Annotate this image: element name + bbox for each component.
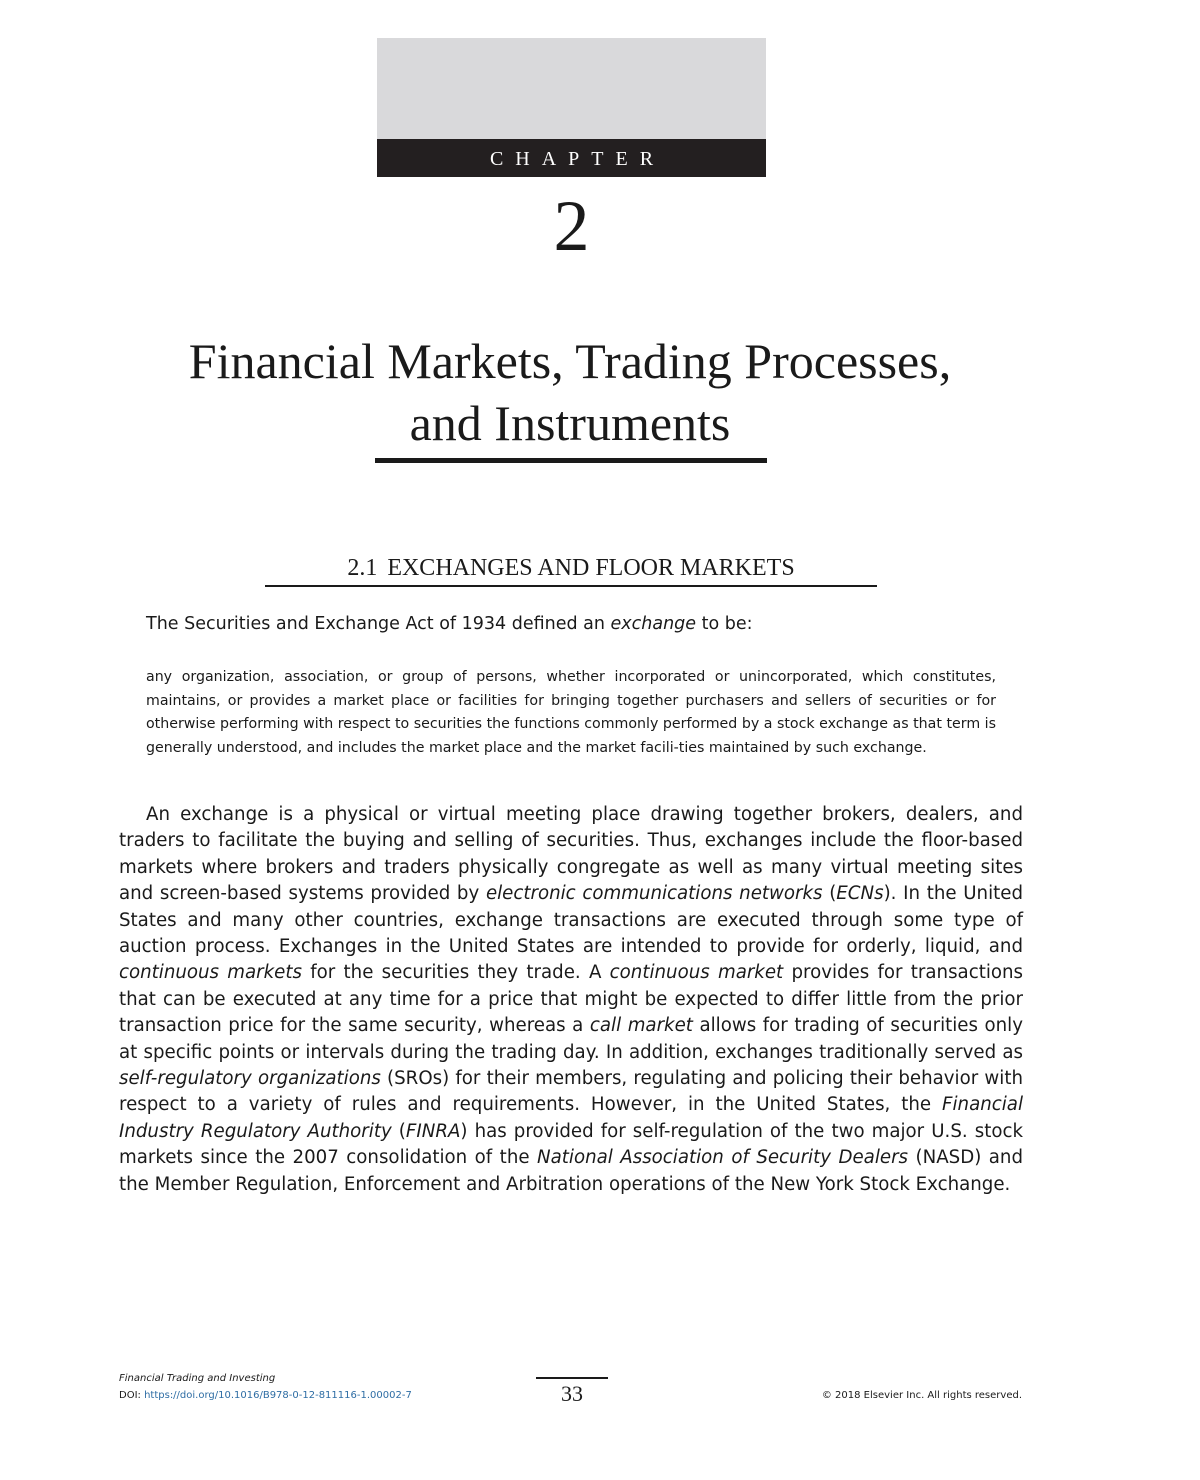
- body-text-7: (SROs) for their members, regulating and policing their behavior with respect to a variety of rules and requirements. However, in the United States, the: [119, 1068, 1023, 1116]
- chapter-label: CHAPTER: [377, 139, 766, 177]
- body-text-4: for the securities they trade. A: [301, 962, 610, 984]
- body-text-8: (: [391, 1120, 406, 1142]
- body-text-2: (: [822, 883, 837, 905]
- section-title: EXCHANGES AND FLOOR MARKETS: [387, 555, 795, 581]
- page-number-rule: [536, 1377, 608, 1379]
- doi-link[interactable]: https://doi.org/10.1016/B978-0-12-811116-1.00002-7: [144, 1390, 412, 1401]
- section-rule: [265, 585, 877, 587]
- body-text-6: allows for trading of securities only at specific points or intervals during the trading day. In addition, exchanges traditionally served as: [119, 1015, 1023, 1063]
- intro-term: exchange: [610, 614, 697, 634]
- section-heading: [265, 553, 877, 583]
- chapter-title: [100, 330, 1040, 454]
- footer-doi: [119, 1387, 412, 1404]
- doi-label: DOI:: [119, 1390, 145, 1401]
- body-emphasis-3: continuous markets: [119, 962, 302, 984]
- footer-book-title: Financial Trading and Investing: [119, 1373, 276, 1384]
- title-rule: [375, 458, 767, 463]
- body-emphasis-6: self-regulatory organizations: [119, 1068, 381, 1090]
- footer-citation: [119, 1370, 412, 1404]
- body-emphasis-1: electronic communications networks: [485, 883, 823, 905]
- footer-copyright: © 2018 Elsevier Inc. All rights reserved.: [821, 1390, 1022, 1401]
- intro-text-after: to be:: [696, 614, 753, 634]
- body-paragraph: [119, 802, 1023, 1198]
- body-text-1: An exchange is a physical or virtual meeting place drawing together brokers, dealers, and traders to facilitate the buying and selling of securities. Thus, exchanges include the floor-based markets where brokers and traders physically congregate as well as many virtual meeting sites and screen-based systems provided by: [119, 804, 1023, 905]
- body-emphasis-5: call market: [589, 1015, 693, 1037]
- body-emphasis-4: continuous market: [609, 962, 784, 984]
- block-quote: any organization, association, or group of persons, whether incorporated or unincorporated, which constitutes, maintains, or provides a market place or facilities for bringing together purchasers and sellers of securities or for otherwise performing with respect to securities the functions commonly performed by a stock exchange as that term is generally understood, and includes the market place and the market facili-ties maintained by such exchange.: [146, 669, 996, 756]
- intro-text-before: The Securities and Exchange Act of 1934 defined an: [146, 614, 611, 634]
- chapter-header-box: [377, 38, 766, 139]
- body-emphasis-9: National Association of Security Dealers: [537, 1147, 909, 1169]
- body-text-5: provides for transactions that can be executed at any time for a price that might be expected to differ little from the prior transaction price for the same security, whereas a: [119, 962, 1024, 1037]
- chapter-title-line-1: Financial Markets, Trading Processes,: [188, 333, 952, 389]
- body-emphasis-7: Financial Industry Regulatory Authority: [119, 1094, 1023, 1142]
- body-text-9: ) has provided for self-regulation of the two major U.S. stock markets since the 2007 consolidation of the: [119, 1120, 1023, 1169]
- chapter-title-line-2: and Instruments: [409, 395, 731, 451]
- section-number: 2.1: [347, 555, 378, 581]
- body-text-10: (NASD) and the Member Regulation, Enforcement and Arbitration operations of the New York Stock Exchange.: [119, 1147, 1023, 1195]
- chapter-number: 2: [553, 186, 590, 266]
- page-number: 33: [561, 1381, 583, 1406]
- body-emphasis-2: ECNs: [836, 883, 884, 905]
- body-emphasis-8: FINRA: [405, 1120, 461, 1142]
- intro-paragraph: [146, 611, 1026, 637]
- body-text-3: ). In the United States and many other countries, exchange transactions are executed through some type of auction process. Exchanges in the United States are intended to provide for orderly, liquid, and: [119, 883, 1023, 958]
